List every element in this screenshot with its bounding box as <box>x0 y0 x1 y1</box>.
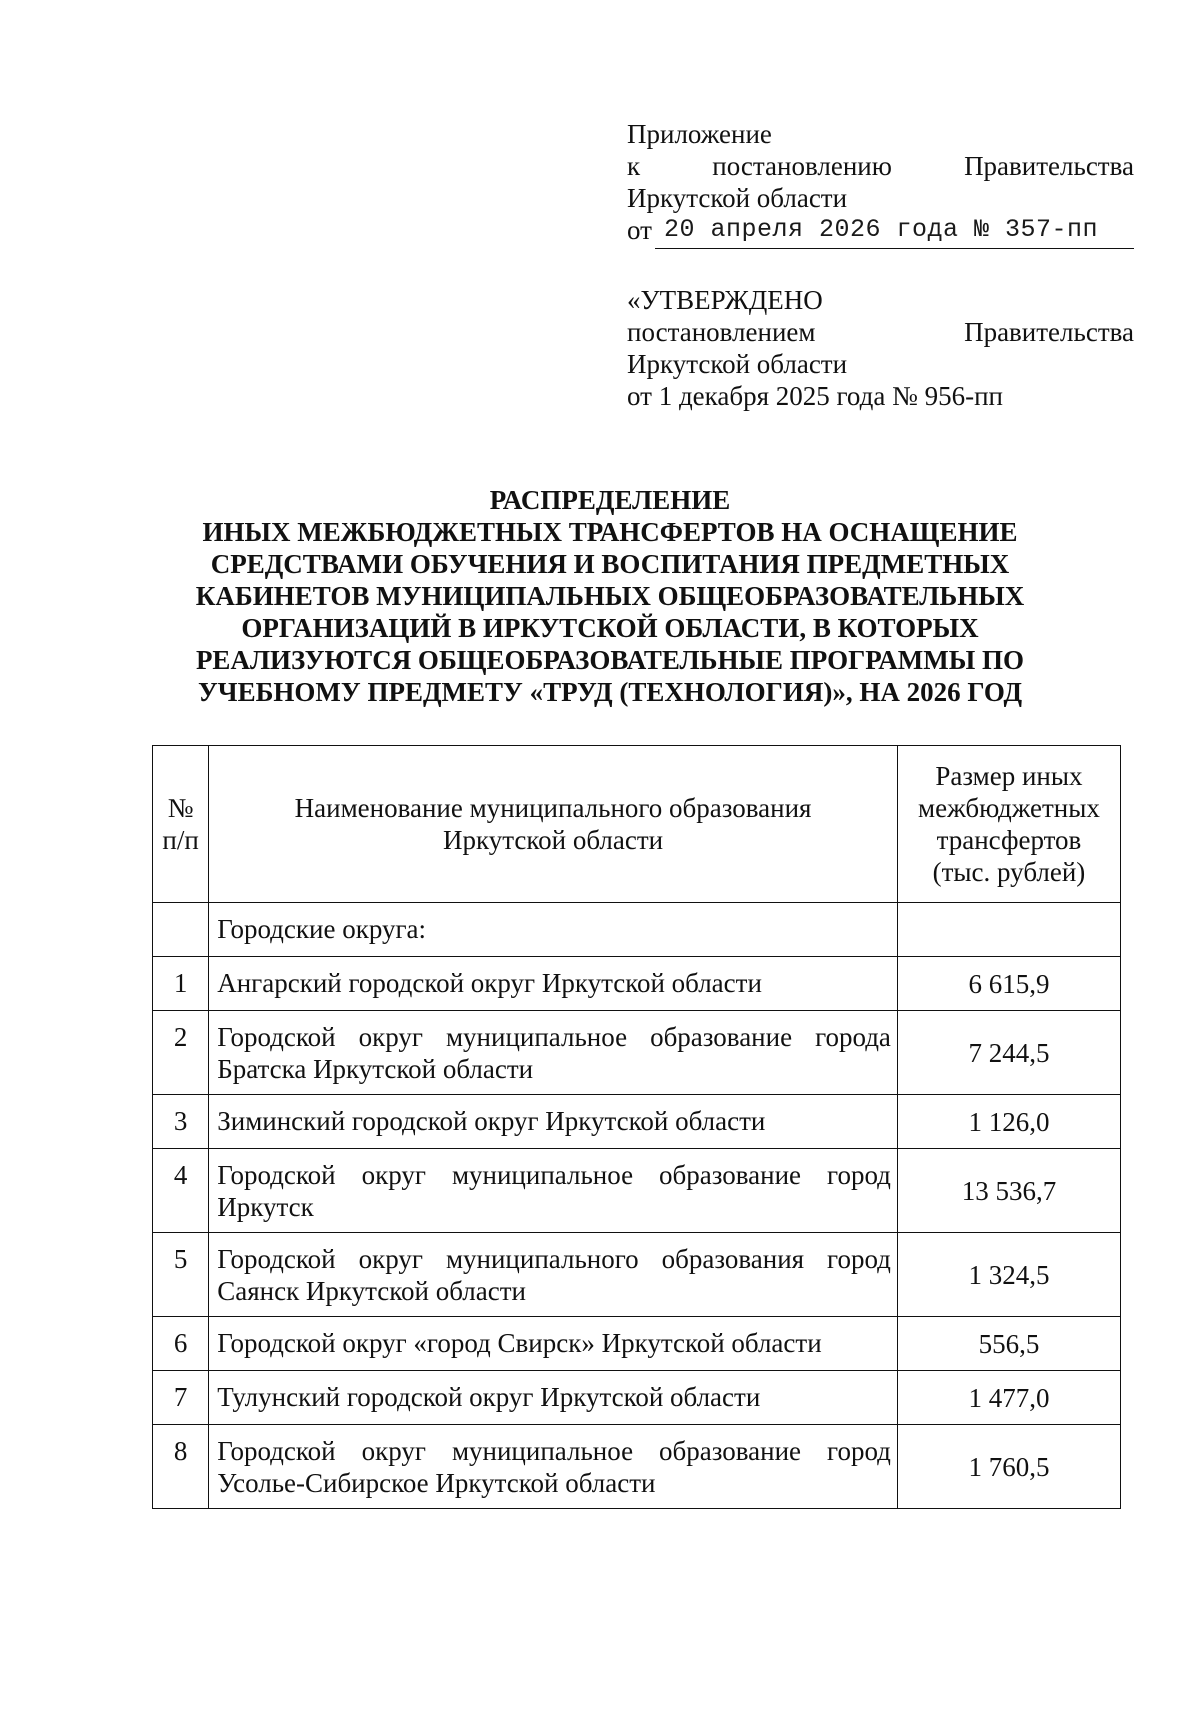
row-num: 8 <box>153 1425 209 1509</box>
row-name: Зиминский городской округ Иркутской области <box>209 1095 898 1149</box>
header-value: Размер иных межбюджетных трансфертов (тыс. рублей) <box>897 746 1120 903</box>
approved-region: Иркутской области <box>627 349 848 379</box>
date-underline <box>655 248 1134 249</box>
distribution-table <box>152 745 1121 1509</box>
table-row <box>153 957 1121 1011</box>
title-line: ИНЫХ МЕЖБЮДЖЕТНЫХ ТРАНСФЕРТОВ НА ОСНАЩЕНИЕ <box>202 517 1018 547</box>
appendix-block <box>627 118 1134 246</box>
section-label: Городские округа: <box>209 903 898 957</box>
row-name: Городской округ муниципальное образование город Усолье-Сибирское Иркутской области <box>209 1425 898 1509</box>
title-line: СРЕДСТВАМИ ОБУЧЕНИЯ И ВОСПИТАНИЯ ПРЕДМЕТНЫХ <box>210 549 1010 579</box>
row-value: 1 126,0 <box>897 1095 1120 1149</box>
approved-block <box>627 284 1134 412</box>
row-num: 7 <box>153 1371 209 1425</box>
approved-resolution: постановлением <box>627 317 816 347</box>
row-name: Городской округ муниципального образования город Саянск Иркутской области <box>209 1233 898 1317</box>
row-name: Тулунский городской округ Иркутской области <box>209 1371 898 1425</box>
row-name: Городской округ муниципальное образование город Иркутск <box>209 1149 898 1233</box>
section-value <box>897 903 1120 957</box>
appendix-date-line <box>627 214 1134 246</box>
row-value: 1 477,0 <box>897 1371 1120 1425</box>
table-header-row <box>153 746 1121 903</box>
title-line: ОРГАНИЗАЦИЙ В ИРКУТСКОЙ ОБЛАСТИ, В КОТОРЫХ <box>241 613 979 643</box>
appendix-title: Приложение <box>627 119 772 149</box>
approved-title: «УТВЕРЖДЕНО <box>627 285 823 315</box>
row-value: 7 244,5 <box>897 1011 1120 1095</box>
row-name: Городской округ муниципальное образование города Братска Иркутской области <box>209 1011 898 1095</box>
table-row <box>153 1095 1121 1149</box>
row-num: 2 <box>153 1011 209 1095</box>
appendix-k: к <box>627 151 641 181</box>
row-value: 1 324,5 <box>897 1233 1120 1317</box>
row-name: Городской округ «город Свирск» Иркутской области <box>209 1317 898 1371</box>
row-num: 5 <box>153 1233 209 1317</box>
row-num: 6 <box>153 1317 209 1371</box>
table-row <box>153 1371 1121 1425</box>
title-line: УЧЕБНОМУ ПРЕДМЕТУ «ТРУД (ТЕХНОЛОГИЯ)», НА 2026 ГОД <box>197 677 1023 707</box>
table-row <box>153 1011 1121 1095</box>
row-num: 4 <box>153 1149 209 1233</box>
title-line: КАБИНЕТОВ МУНИЦИПАЛЬНЫХ ОБЩЕОБРАЗОВАТЕЛЬНЫХ <box>195 581 1025 611</box>
row-num: 3 <box>153 1095 209 1149</box>
row-value: 13 536,7 <box>897 1149 1120 1233</box>
appendix-date-number: 20 апреля 2026 года № 357-пп <box>663 215 1099 244</box>
approved-line-2 <box>627 316 1134 348</box>
row-num: 1 <box>153 957 209 1011</box>
header-name: Наименование муниципального образования Иркутской области <box>209 746 898 903</box>
table-row <box>153 1317 1121 1371</box>
table-row <box>153 1233 1121 1317</box>
section-num <box>153 903 209 957</box>
title-line: РЕАЛИЗУЮТСЯ ОБЩЕОБРАЗОВАТЕЛЬНЫЕ ПРОГРАММЫ ПО <box>195 645 1025 675</box>
appendix-government: Правительства <box>964 151 1134 181</box>
appendix-region: Иркутской области <box>627 183 848 213</box>
row-value: 1 760,5 <box>897 1425 1120 1509</box>
table-row <box>153 1149 1121 1233</box>
header-num: № п/п <box>153 746 209 903</box>
title-line: РАСПРЕДЕЛЕНИЕ <box>489 485 731 515</box>
row-name: Ангарский городской округ Иркутской области <box>209 957 898 1011</box>
row-value: 6 615,9 <box>897 957 1120 1011</box>
appendix-resolution: постановлению <box>712 151 892 181</box>
row-value: 556,5 <box>897 1317 1120 1371</box>
document-title <box>130 484 1090 708</box>
table-row <box>153 1425 1121 1509</box>
appendix-line-2 <box>627 150 1134 182</box>
approved-government: Правительства <box>964 317 1134 347</box>
approved-date: от 1 декабря 2025 года № 956-пп <box>627 381 1004 411</box>
table-section-row <box>153 903 1121 957</box>
appendix-from: от <box>627 215 652 245</box>
